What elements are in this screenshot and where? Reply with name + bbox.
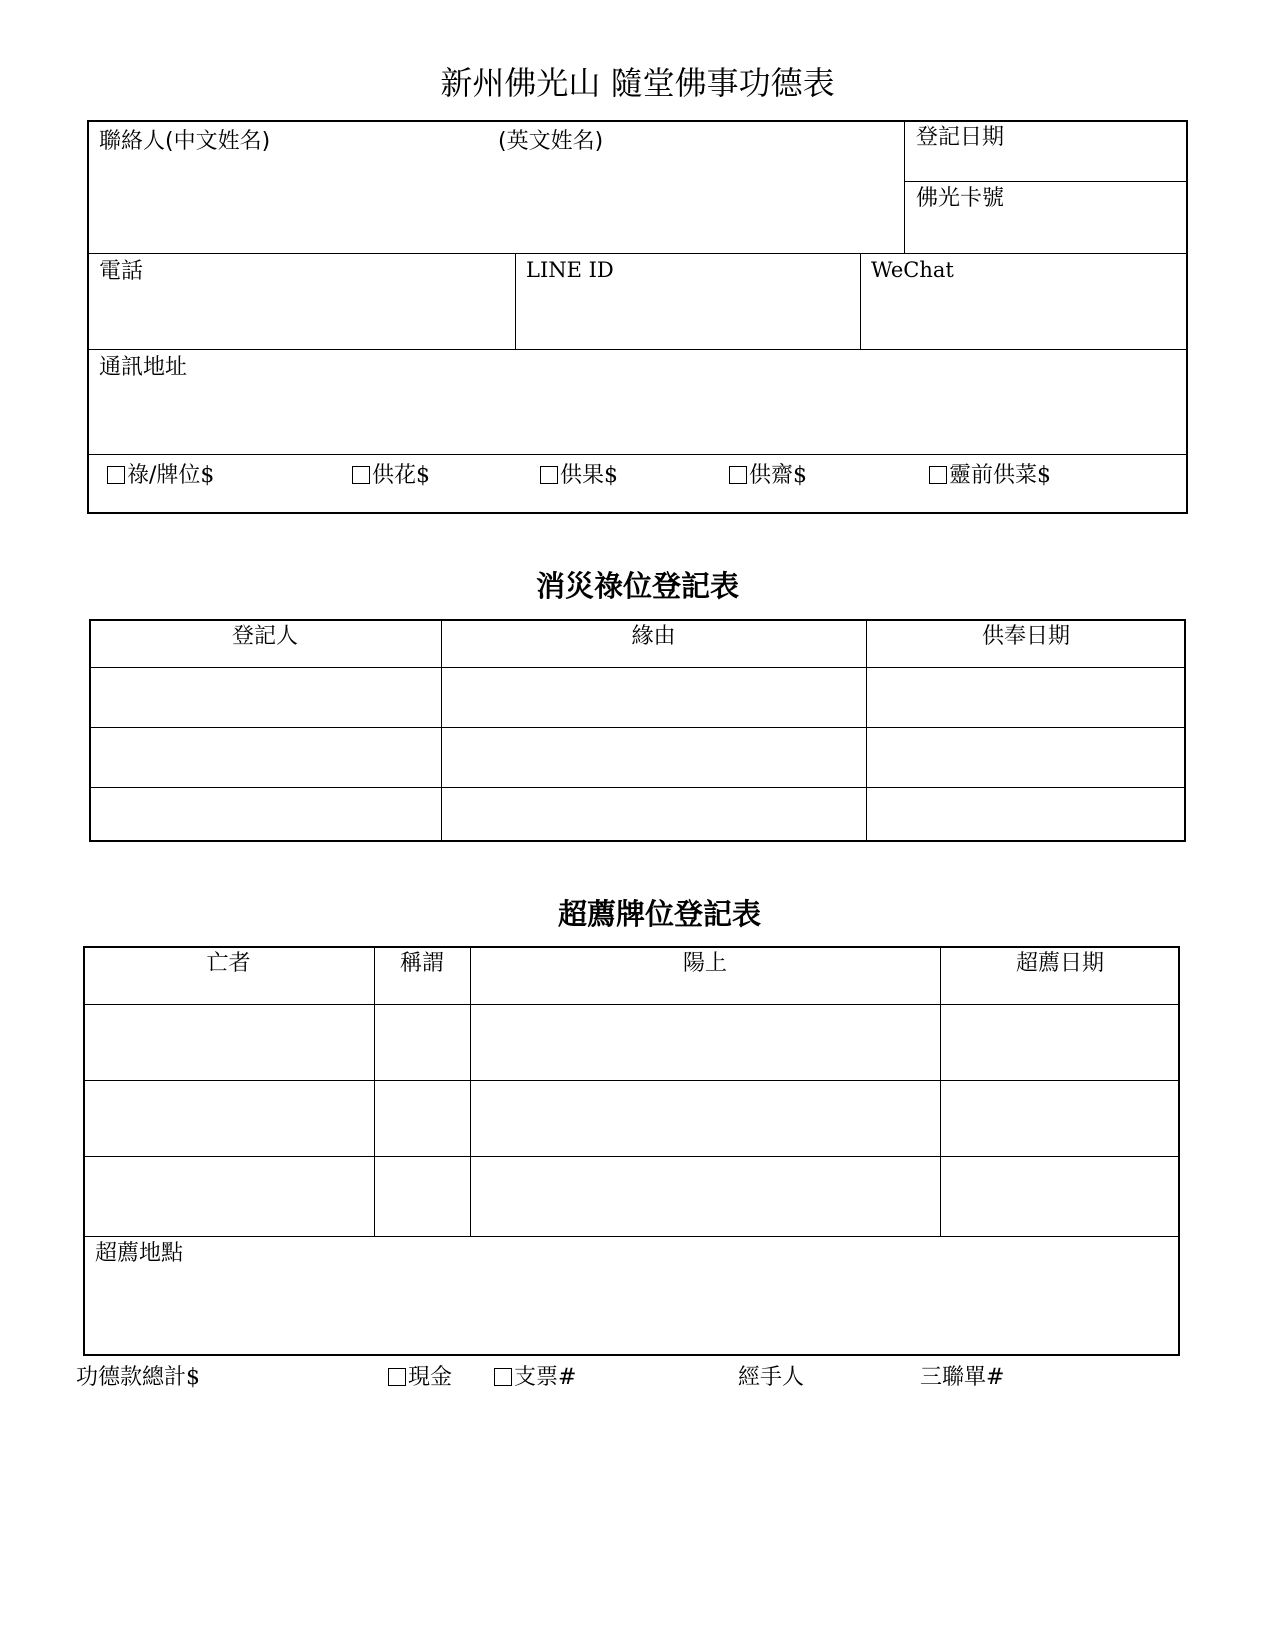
offering-fruits[interactable]: 供果$ xyxy=(540,458,618,489)
phone-label: 電話 xyxy=(99,259,144,284)
memorial-header-date: 超薦日期 xyxy=(1015,951,1104,976)
blessing-title: 消災祿位登記表 xyxy=(535,569,739,603)
checkbox-icon[interactable] xyxy=(352,466,370,484)
memorial-header-relation: 稱謂 xyxy=(399,951,444,976)
page-title: 新州佛光山 隨堂佛事功德表 xyxy=(440,64,835,102)
memorial-location-label: 超薦地點 xyxy=(95,1241,184,1266)
checkbox-icon[interactable] xyxy=(540,466,558,484)
memorial-table xyxy=(83,946,1180,1356)
checkbox-icon[interactable] xyxy=(107,466,125,484)
reg-date-label: 登記日期 xyxy=(916,125,1005,150)
cheque-option[interactable]: 支票# xyxy=(494,1360,576,1391)
name-en-label: (英文姓名) xyxy=(498,129,604,154)
checkbox-icon[interactable] xyxy=(388,1368,406,1386)
checkbox-icon[interactable] xyxy=(929,466,947,484)
name-zh-label: 聯絡人(中文姓名) xyxy=(99,129,271,154)
checkbox-icon[interactable] xyxy=(494,1368,512,1386)
handler-label: 經手人 xyxy=(738,1365,805,1390)
line-id-label: LINE ID xyxy=(526,258,614,282)
wechat-label: WeChat xyxy=(871,258,954,282)
memorial-title: 超薦牌位登記表 xyxy=(557,897,761,931)
offering-plaque[interactable]: 祿/牌位$ xyxy=(107,458,214,489)
checkbox-icon[interactable] xyxy=(729,466,747,484)
blessing-header-registrant: 登記人 xyxy=(231,624,298,649)
offering-meal[interactable]: 供齋$ xyxy=(729,458,807,489)
card-no-label: 佛光卡號 xyxy=(916,186,1005,211)
blessing-header-reason: 緣由 xyxy=(631,624,676,649)
receipt-label: 三聯單# xyxy=(920,1365,1005,1390)
total-label: 功德款總計$ xyxy=(76,1365,201,1390)
offering-flowers[interactable]: 供花$ xyxy=(352,458,430,489)
blessing-table xyxy=(89,619,1186,842)
address-label: 通訊地址 xyxy=(99,355,188,380)
memorial-header-living: 陽上 xyxy=(682,951,727,976)
blessing-header-date: 供奉日期 xyxy=(981,624,1070,649)
memorial-header-deceased: 亡者 xyxy=(206,951,251,976)
cash-option[interactable]: 現金 xyxy=(388,1360,452,1391)
offering-vegetables[interactable]: 靈前供菜$ xyxy=(929,458,1051,489)
